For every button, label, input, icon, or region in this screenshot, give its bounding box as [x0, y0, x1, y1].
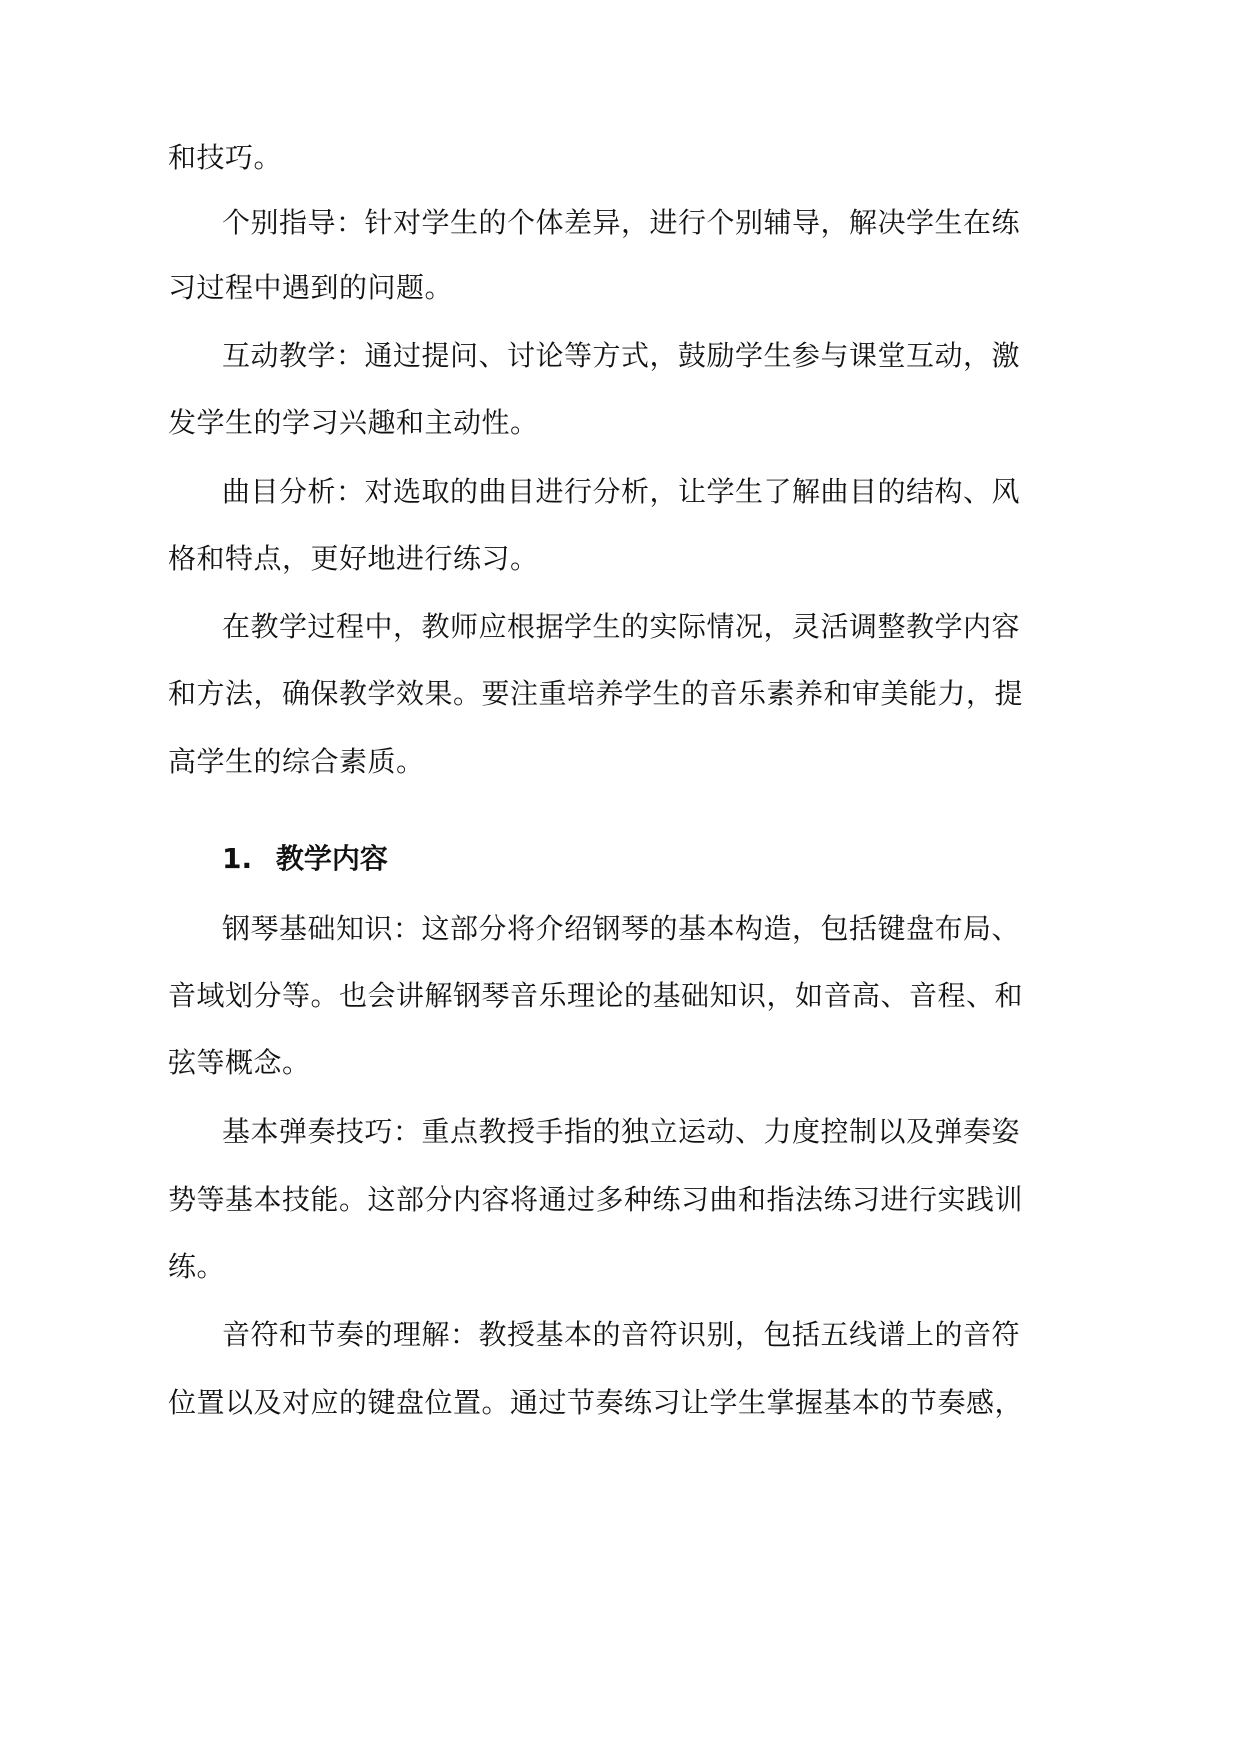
section-heading — [222, 839, 388, 879]
section-number: 1. — [222, 842, 253, 875]
text-line: 练。 — [168, 1250, 226, 1283]
text-line: 弦等概念。 — [168, 1046, 311, 1079]
text-line: 音域划分等。也会讲解钢琴音乐理论的基础知识，如音高、音程、和 — [168, 979, 1024, 1012]
paragraph-first-line: 音符和节奏的理解：教授基本的音符识别，包括五线谱上的音符 — [222, 1318, 1021, 1351]
text-line: 位置以及对应的键盘位置。通过节奏练习让学生掌握基本的节奏感， — [168, 1386, 1024, 1419]
text-line: 势等基本技能。这部分内容将通过多种练习曲和指法练习进行实践训 — [168, 1183, 1024, 1216]
text-line: 发学生的学习兴趣和主动性。 — [168, 406, 539, 439]
paragraph-first-line: 基本弹奏技巧：重点教授手指的独立运动、力度控制以及弹奏姿 — [222, 1115, 1021, 1148]
section-title: 教学内容 — [275, 842, 388, 875]
text-line: 格和特点，更好地进行练习。 — [168, 542, 539, 575]
text-line: 高学生的综合素质。 — [168, 745, 425, 778]
text-line: 习过程中遇到的问题。 — [168, 271, 454, 304]
text-line: 和方法，确保教学效果。要注重培养学生的音乐素养和审美能力，提 — [168, 677, 1024, 710]
paragraph-first-line: 在教学过程中，教师应根据学生的实际情况，灵活调整教学内容 — [222, 610, 1021, 643]
paragraph-first-line: 互动教学：通过提问、讨论等方式，鼓励学生参与课堂互动，激 — [222, 339, 1021, 372]
paragraph-first-line: 钢琴基础知识：这部分将介绍钢琴的基本构造，包括键盘布局、 — [222, 912, 1021, 945]
paragraph-first-line: 曲目分析：对选取的曲目进行分析，让学生了解曲目的结构、风 — [222, 475, 1021, 508]
paragraph-first-line: 个别指导：针对学生的个体差异，进行个别辅导，解决学生在练 — [222, 206, 1021, 239]
text-line: 和技巧。 — [168, 141, 283, 174]
